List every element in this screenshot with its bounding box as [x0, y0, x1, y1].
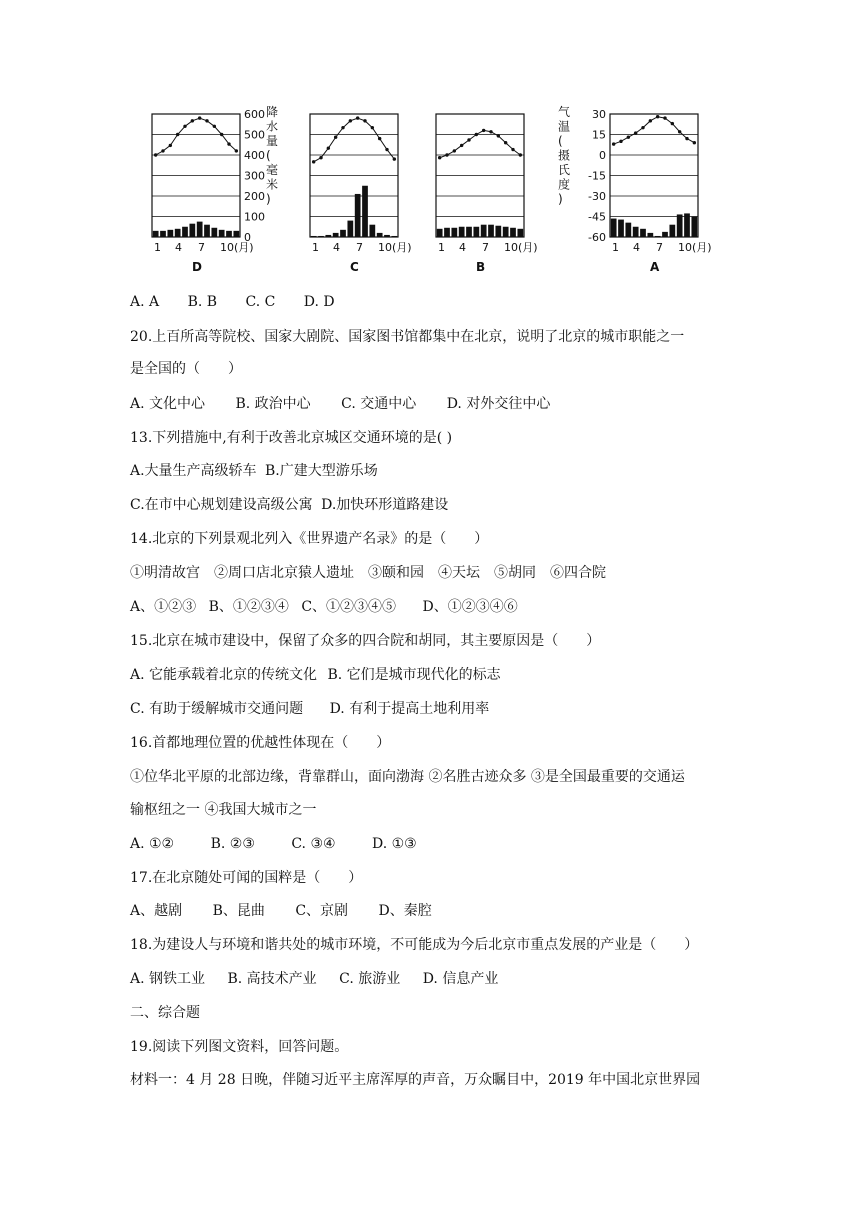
temperature-point — [161, 149, 164, 152]
precip-bar — [633, 227, 639, 237]
temperature-point — [460, 144, 463, 147]
temperature-point — [363, 119, 366, 122]
temperature-point — [445, 153, 448, 156]
temp-tick-label: -30 — [588, 190, 606, 203]
climate-chart-panels — [152, 114, 712, 274]
precip-bar — [340, 230, 346, 237]
precip-bar — [510, 228, 516, 237]
q17-stem: 17.在北京随处可闻的国粹是（ ） — [130, 870, 363, 886]
q20-stem-continued: 是全国的（ ） — [130, 361, 242, 377]
precip-bar — [466, 227, 472, 237]
precip-bar — [444, 228, 450, 237]
precip-bar — [684, 213, 690, 237]
temperature-point — [176, 133, 179, 136]
precip-bar — [167, 230, 173, 237]
option: B. 高技术产业 — [227, 971, 317, 987]
q16-stem: 16.首都地理位置的优越性体现在（ ） — [130, 735, 391, 751]
precip-bar — [233, 231, 239, 237]
q14-stem: 14.北京的下列景观北列入《世界遗产名录》的是（ ） — [130, 531, 489, 547]
temp-tick-label: -60 — [588, 231, 606, 244]
q15-options-row2 — [130, 698, 750, 720]
x-tick-label: 7 — [356, 241, 363, 254]
precip-bar — [333, 233, 339, 237]
precip-tick-label: 600 — [244, 108, 265, 121]
temperature-point — [453, 149, 456, 152]
precip-bar — [437, 229, 443, 237]
option: C. 交通中心 — [341, 396, 417, 412]
option: A. A — [130, 294, 160, 310]
precip-bar — [197, 222, 203, 237]
option: C、京剧 — [295, 903, 349, 919]
climate-chart-A — [610, 114, 712, 274]
precip-axis-label-char: 量 — [266, 134, 279, 148]
temperature-point — [378, 137, 381, 140]
temperature-point — [693, 141, 696, 144]
q17-options — [130, 900, 750, 922]
precip-tick-label: 300 — [244, 169, 265, 183]
temperature-point — [685, 137, 688, 140]
precip-bar — [153, 231, 159, 237]
temperature-point — [169, 144, 172, 147]
q16-items-continued: 输枢纽之一 ④我国大城市之一 — [130, 802, 317, 818]
x-tick-label: 1 — [154, 241, 161, 254]
temperature-point — [627, 136, 630, 139]
temp-tick-label: -45 — [588, 210, 606, 224]
precip-bar — [377, 233, 383, 237]
option: B. ②③ — [210, 836, 255, 852]
temperature-point — [227, 142, 230, 145]
precip-tick-label: 200 — [244, 190, 265, 203]
temp-axis-label-char: ( — [558, 134, 563, 148]
temperature-point — [220, 133, 223, 136]
temperature-point — [612, 142, 615, 145]
temperature-line — [614, 117, 695, 144]
q19-stem: 19.阅读下列图文资料，回答问题。 — [130, 1039, 349, 1055]
temperature-point — [235, 149, 238, 152]
temperature-point — [319, 156, 322, 159]
precip-bar — [451, 228, 457, 237]
temperature-point — [334, 136, 337, 139]
precip-bar — [369, 225, 375, 237]
precip-bar — [325, 235, 331, 237]
precip-bar — [662, 232, 668, 237]
temperature-point — [467, 138, 470, 141]
temperature-point — [191, 119, 194, 122]
temperature-point — [312, 160, 315, 163]
precip-bar — [625, 223, 631, 237]
precip-bar — [691, 217, 697, 238]
precip-bar — [517, 229, 523, 237]
q20-options — [130, 393, 750, 415]
option: A. 文化中心 — [130, 396, 206, 412]
option: A. 钢铁工业 — [130, 971, 206, 987]
precip-bar — [219, 230, 225, 237]
precip-bar — [175, 229, 181, 237]
option: D. 信息产业 — [422, 971, 499, 987]
q18-stem: 18.为建设人与环境和谐共处的城市环境，不可能成为今后北京市重点发展的产业是（ ） — [130, 937, 699, 953]
option: B. 政治中心 — [235, 396, 311, 412]
option: A. 它能承载着北京的传统文化 — [130, 667, 318, 683]
temperature-point — [489, 130, 492, 133]
temperature-point — [183, 125, 186, 128]
precip-bar — [669, 225, 675, 237]
option: B.广建大型游乐场 — [265, 463, 378, 479]
precip-bar — [226, 231, 232, 237]
temperature-point — [385, 148, 388, 151]
option: B. B — [187, 294, 218, 310]
x-tick-label: 4 — [333, 241, 340, 254]
precip-bar — [495, 226, 501, 237]
option: D.加快环形道路建设 — [321, 497, 449, 513]
option: D. ①③ — [372, 836, 417, 852]
temp-axis-label-char: 气 — [558, 105, 571, 119]
temperature-point — [475, 133, 478, 136]
precip-tick-label: 0 — [244, 231, 251, 244]
precip-bar — [311, 236, 317, 237]
precip-axis-label-char: ) — [266, 192, 271, 206]
option: C. 旅游业 — [339, 971, 401, 987]
q14-items: ①明清故宫 ②周口店北京猿人遗址 ③颐和园 ④天坛 ⑤胡同 ⑥四合院 — [130, 565, 606, 581]
x-tick-label: 4 — [633, 241, 640, 254]
q18-options — [130, 968, 750, 990]
precip-bar — [655, 236, 661, 237]
temperature-point — [634, 131, 637, 134]
x-tick-label: 4 — [175, 241, 182, 254]
temperature-point — [482, 129, 485, 132]
precip-bar — [640, 229, 646, 237]
x-tick-label: 7 — [482, 241, 489, 254]
temperature-point — [511, 148, 514, 151]
temperature-point — [154, 153, 157, 156]
precip-axis-label-char: 毫 — [266, 163, 279, 177]
x-tick-label: 1 — [438, 241, 445, 254]
x-tick-label: 10(月) — [378, 241, 412, 254]
temperature-point — [393, 157, 396, 160]
temp-axis-label-char: 氏 — [558, 163, 571, 177]
chart-label: A — [650, 260, 660, 274]
temperature-point — [438, 156, 441, 159]
option: A.大量生产高级轿车 — [130, 463, 257, 479]
precip-bar — [459, 227, 465, 237]
precip-bar — [647, 233, 653, 237]
temperature-point — [198, 116, 201, 119]
q13-options-row2 — [130, 494, 750, 516]
precip-axis-label-char: 降 — [266, 105, 279, 119]
option: D、秦腔 — [378, 903, 432, 919]
option: D. D — [303, 294, 335, 310]
q19-material: 材料一：4 月 28 日晚，伴随习近平主席浑厚的声音，万众瞩目中，2019 年中国北京世界园 — [130, 1072, 701, 1088]
precip-bar — [189, 224, 195, 237]
option: B、①②③④ — [208, 599, 289, 615]
climate-chart-D — [152, 114, 254, 274]
precip-bar — [391, 236, 397, 237]
precip-bar — [618, 220, 624, 237]
x-tick-label: 1 — [612, 241, 619, 254]
q16-options — [130, 833, 750, 855]
precip-bar — [362, 186, 368, 237]
option: C. C — [245, 294, 276, 310]
temperature-point — [327, 146, 330, 149]
precip-axis-label-char: ( — [266, 148, 271, 163]
q20-stem: 20.上百所高等院校、国家大剧院、国家图书馆都集中在北京，说明了北京的城市职能之一 — [130, 329, 685, 345]
temperature-point — [619, 140, 622, 143]
temp-tick-label: 30 — [592, 108, 606, 121]
precip-axis-label-char: 水 — [266, 119, 279, 134]
option: C.在市中心规划建设高级公寓 — [130, 497, 313, 513]
temperature-point — [213, 125, 216, 128]
option: B、昆曲 — [212, 903, 265, 919]
temperature-point — [671, 122, 674, 125]
q13-stem: 13.下列措施中,有利于改善北京城区交通环境的是( ) — [130, 430, 453, 446]
q15-options-row1 — [130, 664, 750, 686]
chart-label: B — [476, 260, 486, 274]
climate-chart-C — [310, 114, 412, 274]
precip-tick-label: 400 — [244, 149, 265, 162]
option: D、①②③④⑥ — [422, 599, 518, 615]
temperature-point — [356, 116, 359, 119]
q19-options — [130, 291, 750, 313]
precip-bar — [211, 228, 217, 237]
precip-bar — [503, 227, 509, 237]
section-heading: 二、综合题 — [130, 1005, 200, 1021]
temperature-point — [641, 126, 644, 129]
temperature-point — [504, 141, 507, 144]
temp-axis-label-char: ) — [558, 192, 563, 206]
temp-tick-label: 15 — [592, 128, 606, 142]
precip-bar — [182, 227, 188, 237]
temperature-point — [205, 119, 208, 122]
temperature-point — [519, 153, 522, 156]
temperature-point — [349, 119, 352, 122]
option: B. 它们是城市现代化的标志 — [327, 667, 501, 683]
option: D. 对外交往中心 — [446, 396, 551, 412]
precip-tick-label: 100 — [244, 210, 265, 224]
precip-bar — [488, 225, 494, 237]
temperature-point — [656, 115, 659, 118]
precip-bar — [677, 214, 683, 237]
precip-bar — [204, 225, 210, 237]
x-tick-label: 10(月) — [220, 241, 254, 254]
temp-axis-label-char: 温 — [558, 119, 571, 134]
temperature-point — [497, 134, 500, 137]
x-tick-label: 1 — [312, 241, 319, 254]
temp-tick-label: -15 — [588, 169, 606, 183]
q13-options-row1 — [130, 460, 750, 482]
x-tick-label: 7 — [656, 241, 663, 254]
option: C. ③④ — [291, 836, 336, 852]
precip-bar — [611, 219, 617, 237]
option: A. ①② — [130, 836, 175, 852]
temperature-axis — [558, 104, 606, 244]
temp-axis-label-char: 摄 — [558, 148, 571, 163]
precip-bar — [473, 227, 479, 237]
precip-tick-label: 500 — [244, 128, 265, 142]
option: C、①②③④⑤ — [301, 599, 397, 615]
precip-bar — [318, 236, 324, 237]
temperature-point — [678, 130, 681, 133]
x-tick-label: 10(月) — [504, 241, 538, 254]
temperature-point — [649, 119, 652, 122]
x-tick-label: 10(月) — [678, 241, 712, 254]
q14-options — [130, 596, 750, 618]
q16-items: ①位华北平原的北部边缘，背靠群山，面向渤海 ②名胜古迹众多 ③是全国最重要的交通运 — [130, 769, 685, 785]
precip-bar — [384, 235, 390, 237]
temperature-point — [663, 116, 666, 119]
chart-label: D — [192, 260, 202, 274]
option: A、越剧 — [130, 903, 183, 919]
precipitation-axis — [244, 105, 278, 244]
temperature-point — [371, 126, 374, 129]
precip-axis-label-char: 米 — [266, 177, 279, 192]
precip-bar — [481, 225, 487, 237]
x-tick-label: 7 — [198, 241, 205, 254]
q15-stem: 15.北京在城市建设中，保留了众多的四合院和胡同，其主要原因是（ ） — [130, 633, 601, 649]
temp-tick-label: 0 — [599, 149, 606, 162]
option: D. 有利于提高土地利用率 — [329, 701, 490, 717]
temperature-line — [156, 118, 237, 155]
precip-bar — [160, 231, 166, 237]
x-tick-label: 4 — [459, 241, 466, 254]
option: C. 有助于缓解城市交通问题 — [130, 701, 304, 717]
climate-chart-B — [436, 114, 538, 274]
precip-bar — [347, 221, 353, 237]
temperature-point — [341, 126, 344, 129]
temp-axis-label-char: 度 — [558, 177, 571, 192]
precip-bar — [355, 194, 361, 237]
chart-label: C — [350, 260, 359, 274]
climate-charts-figure — [140, 100, 720, 285]
option: A、①②③ — [130, 599, 197, 615]
